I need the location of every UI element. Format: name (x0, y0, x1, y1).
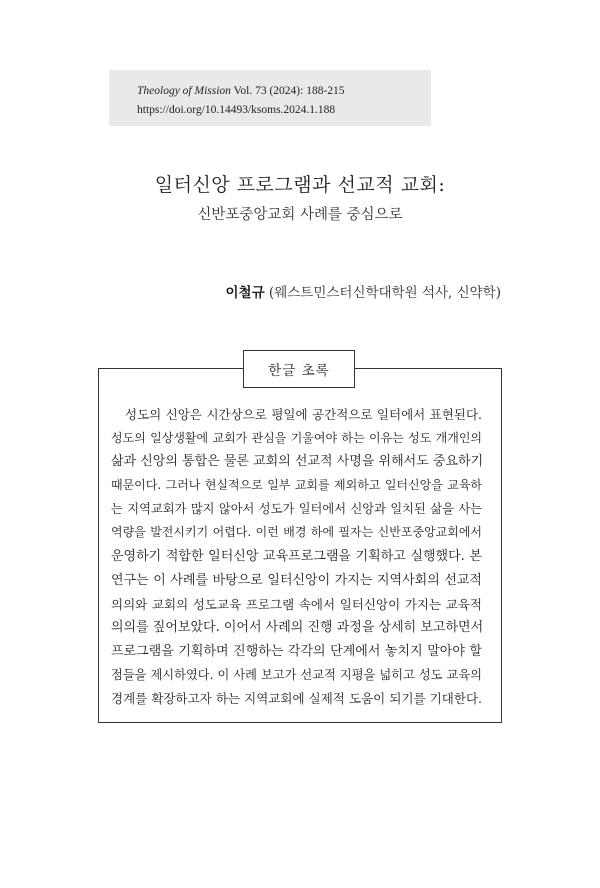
abstract-line: 성도의 일상생활에 교회가 관심을 기울여야 하는 이유는 성도 개개인의 (111, 430, 482, 445)
author-name: 이철규 (225, 285, 265, 301)
abstract-heading: 한글 초록 (243, 350, 355, 388)
journal-doi: https://doi.org/10.14493/ksoms.2024.1.188 (137, 104, 336, 116)
abstract-line: 의의와 교회의 성도교육 프로그램 속에서 일터신앙이 가지는 교육적 (111, 596, 482, 612)
abstract-line: 연구는 이 사례를 바탕으로 일터신앙이 가지는 지역사회의 선교적 (111, 572, 482, 588)
paper-title: 일터신앙 프로그램과 선교적 교회: (154, 174, 446, 196)
author-line (226, 281, 501, 301)
journal-citation (137, 82, 431, 101)
abstract-line: 역량을 발전시키기 어렵다. 이런 배경 하에 필자는 신반포중앙교회에서 (111, 525, 482, 540)
abstract-body (111, 403, 482, 711)
paper-subtitle: 신반포중앙교회 사례를 중심으로 (197, 207, 403, 223)
abstract-line: 때문이다. 그러나 현실적으로 일부 교회를 제외하고 일터신앙을 교육하 (111, 478, 482, 493)
journal-name: Theology of Mission (137, 85, 231, 97)
abstract-line: 삶과 신앙의 통합은 물론 교회의 선교적 사명을 위해서도 중요하기 (111, 454, 484, 470)
author-affiliation: (웨스트민스터신학대학원 석사, 신약학) (264, 285, 501, 301)
abstract-line: 프로그램을 기획하며 진행하는 각각의 단계에서 놓치지 말아야 할 (111, 643, 482, 659)
abstract-line: 는 지역교회가 많지 않아서 성도가 일터에서 신앙과 일치된 삶을 사는 (111, 501, 482, 516)
abstract-line: 운영하기 적합한 일터신앙 교육프로그램을 기획하고 실행했다. 본 (111, 549, 482, 565)
abstract-line: 성도의 신앙은 시간상으로 평일에 공간적으로 일터에서 표현된다. (125, 407, 482, 422)
abstract-line: 의의를 짚어보았다. 이어서 사례의 진행 과정을 상세히 보고하면서 (111, 620, 484, 636)
abstract-line: 점들을 제시하였다. 이 사례 보고가 선교적 지평을 넓히고 성도 교육의 (111, 667, 482, 682)
abstract-line: 경계를 확장하고자 하는 지역교회에 실제적 도움이 되기를 기대한다. (111, 691, 482, 707)
journal-volume-info: Vol. 73 (2024): 188-215 (230, 85, 345, 97)
journal-info-box (109, 70, 431, 126)
